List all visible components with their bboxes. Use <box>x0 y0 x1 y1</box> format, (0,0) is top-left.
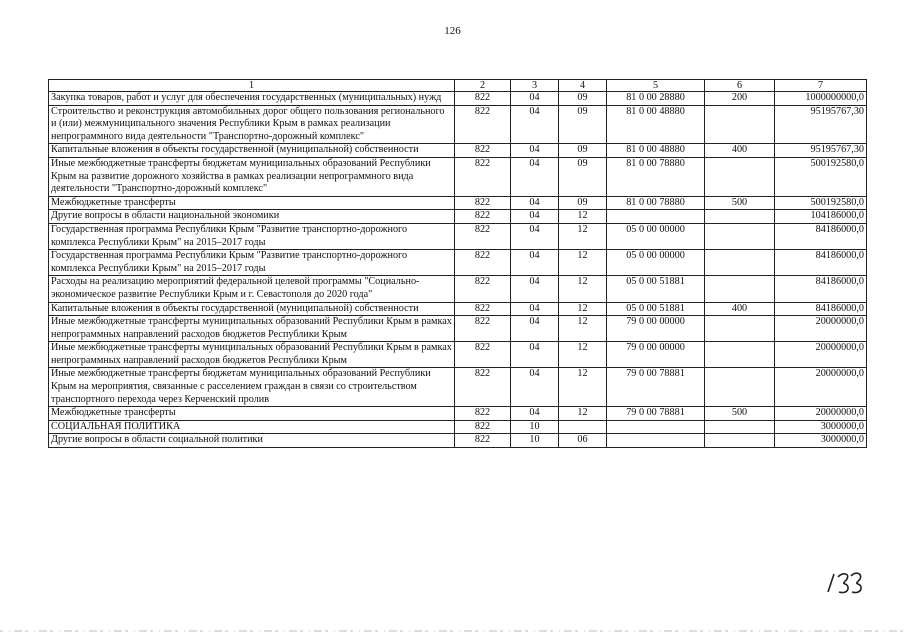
row-c6: 500 <box>705 407 775 421</box>
row-c3: 04 <box>511 223 559 249</box>
row-c6 <box>705 210 775 224</box>
row-c5: 79 0 00 78881 <box>607 368 705 407</box>
row-name: Закупка товаров, работ и услуг для обеспечения государственных (муниципальных) нужд <box>49 92 455 106</box>
row-name: Межбюджетные трансферты <box>49 407 455 421</box>
row-c6 <box>705 316 775 342</box>
row-c3: 04 <box>511 105 559 144</box>
row-c3: 04 <box>511 368 559 407</box>
row-c5: 05 0 00 00000 <box>607 250 705 276</box>
row-amount: 95195767,30 <box>775 144 867 158</box>
row-c5: 81 0 00 78880 <box>607 196 705 210</box>
table-row <box>49 316 867 342</box>
handwritten-page-mark <box>820 570 870 596</box>
table-row <box>49 250 867 276</box>
table-row <box>49 420 867 434</box>
row-c2: 822 <box>455 302 511 316</box>
table-row <box>49 157 867 196</box>
table-row <box>49 276 867 302</box>
row-amount: 84186000,0 <box>775 223 867 249</box>
row-c4: 12 <box>559 407 607 421</box>
row-c3: 04 <box>511 210 559 224</box>
row-c4: 06 <box>559 434 607 448</box>
table-row <box>49 302 867 316</box>
row-amount: 3000000,0 <box>775 420 867 434</box>
table-row <box>49 92 867 106</box>
row-c3: 10 <box>511 420 559 434</box>
row-amount: 104186000,0 <box>775 210 867 224</box>
row-amount: 95195767,30 <box>775 105 867 144</box>
row-c2: 822 <box>455 157 511 196</box>
row-name: Иные межбюджетные трансферты бюджетам муниципальных образований Республики Крым на мероприятия, связанные с расселением граждан в связи со строительством транспортного перехода через Керченский пролив <box>49 368 455 407</box>
row-amount: 20000000,0 <box>775 342 867 368</box>
row-c6 <box>705 276 775 302</box>
row-c6 <box>705 342 775 368</box>
row-name: Другие вопросы в области социальной политики <box>49 434 455 448</box>
row-c6: 400 <box>705 144 775 158</box>
row-c5: 05 0 00 00000 <box>607 223 705 249</box>
row-amount: 1000000000,0 <box>775 92 867 106</box>
row-c3: 04 <box>511 92 559 106</box>
row-c2: 822 <box>455 92 511 106</box>
row-c3: 04 <box>511 316 559 342</box>
table-row <box>49 434 867 448</box>
row-c2: 822 <box>455 420 511 434</box>
header-col-1: 1 <box>49 80 455 92</box>
row-c4: 09 <box>559 144 607 158</box>
row-c3: 04 <box>511 342 559 368</box>
row-amount: 20000000,0 <box>775 316 867 342</box>
row-c4: 12 <box>559 276 607 302</box>
row-c2: 822 <box>455 196 511 210</box>
row-c5: 81 0 00 28880 <box>607 92 705 106</box>
row-name: Государственная программа Республики Крым "Развитие транспортно-дорожного комплекса Республики Крым" на 2015–2017 годы <box>49 223 455 249</box>
row-c2: 822 <box>455 407 511 421</box>
row-c2: 822 <box>455 223 511 249</box>
row-c5: 79 0 00 00000 <box>607 342 705 368</box>
header-col-2: 2 <box>455 80 511 92</box>
row-c6 <box>705 434 775 448</box>
row-name: Межбюджетные трансферты <box>49 196 455 210</box>
row-amount: 20000000,0 <box>775 407 867 421</box>
row-c5 <box>607 434 705 448</box>
row-c2: 822 <box>455 105 511 144</box>
row-c2: 822 <box>455 434 511 448</box>
row-c6 <box>705 368 775 407</box>
row-amount: 84186000,0 <box>775 250 867 276</box>
row-c4 <box>559 420 607 434</box>
row-amount: 500192580,0 <box>775 157 867 196</box>
row-c3: 04 <box>511 144 559 158</box>
row-c6 <box>705 105 775 144</box>
row-c4: 12 <box>559 342 607 368</box>
table-row <box>49 196 867 210</box>
row-c6: 500 <box>705 196 775 210</box>
row-c4: 09 <box>559 105 607 144</box>
row-name: Иные межбюджетные трансферты муниципальных образований Республики Крым в рамках непрограммных направлений расходов бюджетов Республики Крым <box>49 316 455 342</box>
row-amount: 500192580,0 <box>775 196 867 210</box>
table-row <box>49 342 867 368</box>
row-c3: 04 <box>511 407 559 421</box>
row-c3: 04 <box>511 196 559 210</box>
row-c2: 822 <box>455 250 511 276</box>
row-c2: 822 <box>455 368 511 407</box>
row-c4: 12 <box>559 302 607 316</box>
budget-table <box>48 79 867 448</box>
row-name: Иные межбюджетные трансферты бюджетам муниципальных образований Республики Крым на развитие дорожного хозяйства в рамках реализации непрограммного вида деятельности "Транспортно-дорожный комплекс" <box>49 157 455 196</box>
row-c2: 822 <box>455 342 511 368</box>
row-name: СОЦИАЛЬНАЯ ПОЛИТИКА <box>49 420 455 434</box>
row-c4: 12 <box>559 368 607 407</box>
row-amount: 3000000,0 <box>775 434 867 448</box>
row-c5: 05 0 00 51881 <box>607 276 705 302</box>
row-c4: 12 <box>559 250 607 276</box>
row-c4: 12 <box>559 223 607 249</box>
row-c5: 81 0 00 48880 <box>607 144 705 158</box>
row-c6 <box>705 223 775 249</box>
row-c6: 400 <box>705 302 775 316</box>
row-c6 <box>705 157 775 196</box>
row-c6 <box>705 250 775 276</box>
row-c5: 79 0 00 00000 <box>607 316 705 342</box>
row-c5: 81 0 00 78880 <box>607 157 705 196</box>
row-name: Капитальные вложения в объекты государственной (муниципальной) собственности <box>49 302 455 316</box>
row-c3: 04 <box>511 276 559 302</box>
row-c5: 81 0 00 48880 <box>607 105 705 144</box>
row-c3: 04 <box>511 250 559 276</box>
row-c2: 822 <box>455 144 511 158</box>
row-c5: 05 0 00 51881 <box>607 302 705 316</box>
row-c4: 09 <box>559 196 607 210</box>
row-c2: 822 <box>455 316 511 342</box>
row-name: Расходы на реализацию мероприятий федеральной целевой программы "Социально-экономическое развитие Республики Крым и г. Севастополя до 2020 года" <box>49 276 455 302</box>
row-c5 <box>607 210 705 224</box>
header-col-7: 7 <box>775 80 867 92</box>
header-col-6: 6 <box>705 80 775 92</box>
row-name: Государственная программа Республики Крым "Развитие транспортно-дорожного комплекса Республики Крым" на 2015–2017 годы <box>49 250 455 276</box>
row-name: Капитальные вложения в объекты государственной (муниципальной) собственности <box>49 144 455 158</box>
row-c4: 12 <box>559 210 607 224</box>
page-number: 126 <box>444 25 461 37</box>
row-name: Строительство и реконструкция автомобильных дорог общего пользования регионального и (или) межмуниципального значения Республики Крым в рамках реализации непрограммного вида деятельности "Транспортно-дорожный комплекс" <box>49 105 455 144</box>
row-c4: 09 <box>559 92 607 106</box>
table-row <box>49 368 867 407</box>
row-amount: 20000000,0 <box>775 368 867 407</box>
row-c4: 12 <box>559 316 607 342</box>
header-col-4: 4 <box>559 80 607 92</box>
table-row <box>49 407 867 421</box>
table-row <box>49 210 867 224</box>
scan-edge-noise <box>0 628 905 634</box>
row-amount: 84186000,0 <box>775 276 867 302</box>
row-amount: 84186000,0 <box>775 302 867 316</box>
row-c3: 04 <box>511 157 559 196</box>
row-name: Другие вопросы в области национальной экономики <box>49 210 455 224</box>
header-col-5: 5 <box>607 80 705 92</box>
table-row <box>49 223 867 249</box>
row-c2: 822 <box>455 210 511 224</box>
row-c6: 200 <box>705 92 775 106</box>
row-c5 <box>607 420 705 434</box>
row-c3: 04 <box>511 302 559 316</box>
table-row <box>49 105 867 144</box>
row-c4: 09 <box>559 157 607 196</box>
row-name: Иные межбюджетные трансферты муниципальных образований Республики Крым в рамках непрограммных направлений расходов бюджетов Республики Крым <box>49 342 455 368</box>
row-c2: 822 <box>455 276 511 302</box>
header-row <box>49 80 867 92</box>
row-c5: 79 0 00 78881 <box>607 407 705 421</box>
header-col-3: 3 <box>511 80 559 92</box>
row-c3: 10 <box>511 434 559 448</box>
row-c6 <box>705 420 775 434</box>
table-row <box>49 144 867 158</box>
